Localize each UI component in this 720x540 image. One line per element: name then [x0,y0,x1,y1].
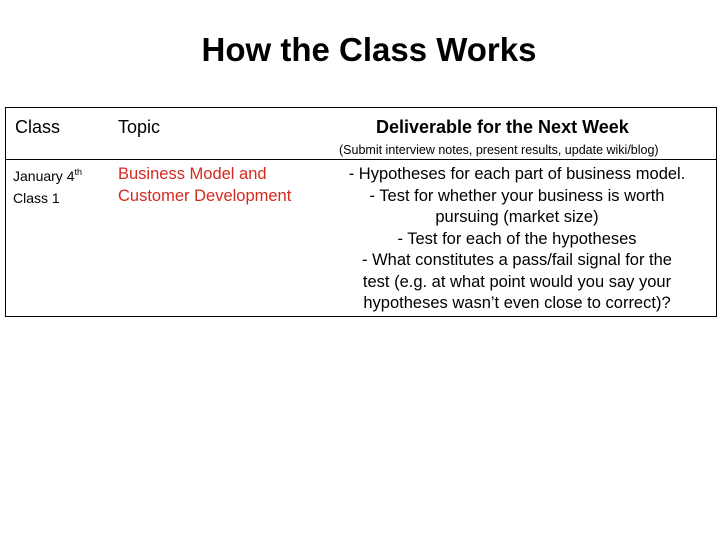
topic-cell [118,164,318,207]
class-date-main: January 4 [13,168,75,184]
deliverable-note: (Submit interview notes, present results, update wiki/blog) [339,143,659,157]
deliverable-line: - Test for each of the hypotheses [397,229,637,248]
deliverable-line: pursuing (market size) [435,208,599,226]
class-date-suffix: th [74,167,82,177]
deliverables-cell [319,164,715,315]
class-number: Class 1 [13,190,60,206]
class-date [13,165,82,187]
deliverable-line: test (e.g. at what point would you say your [362,272,672,291]
column-header-class: Class [15,117,61,137]
column-header-topic: Topic [118,117,161,137]
deliverable-line: - Hypotheses for each part of business model. [348,165,686,183]
topic-line: Customer Development [118,186,292,205]
schedule-table [5,107,717,317]
topic-line: Business Model and [118,165,267,183]
class-date-cell [13,165,82,209]
deliverable-line: - What constitutes a pass/fail signal for the [362,251,672,269]
column-header-deliverable: Deliverable for the Next Week [376,117,629,137]
deliverable-line: - Test for whether your business is worth [369,186,665,205]
slide-title: How the Class Works [201,31,537,68]
header-divider [6,159,716,160]
deliverable-line: hypotheses wasn’t even close to correct)? [363,294,671,312]
